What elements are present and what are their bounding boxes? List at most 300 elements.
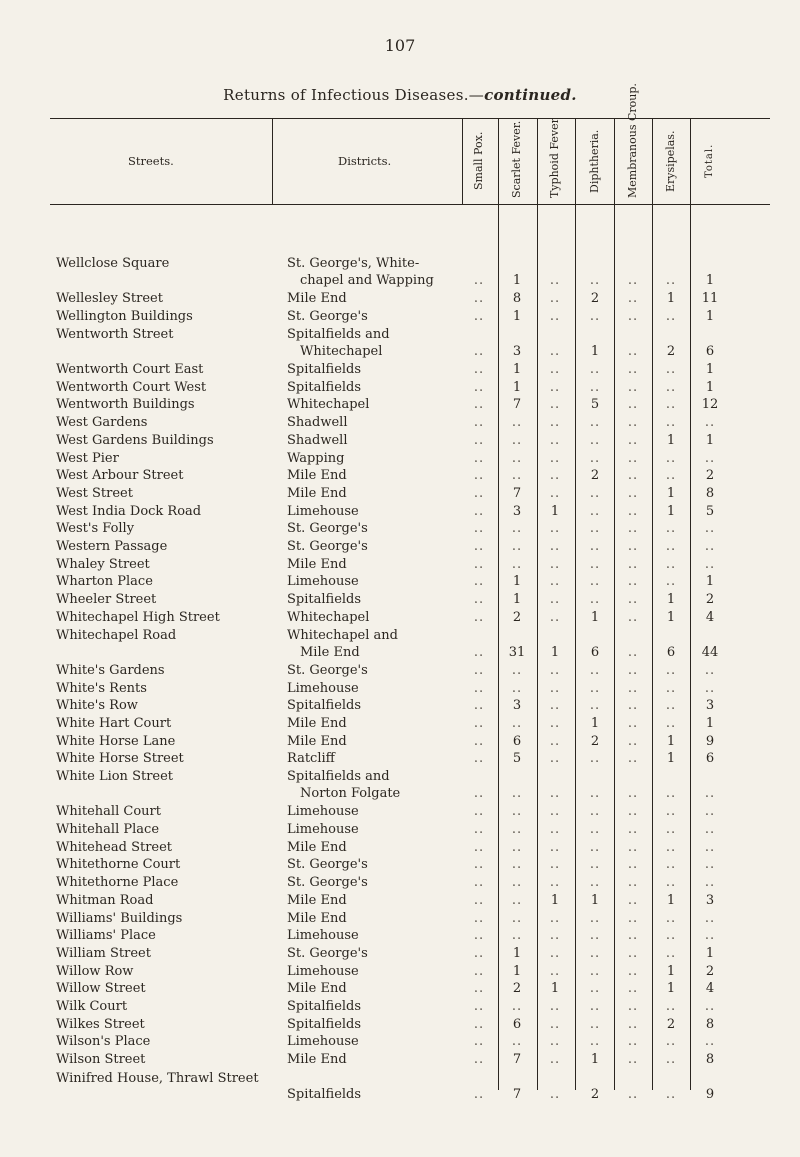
value-cell: 7 bbox=[512, 1052, 522, 1068]
district-name: Whitechapel bbox=[287, 609, 370, 625]
value-cell: .. bbox=[627, 715, 639, 731]
street-name: White Horse Lane bbox=[56, 733, 176, 749]
street-name: White Horse Street bbox=[56, 751, 184, 767]
street-name: Willow Street bbox=[56, 981, 146, 997]
value-cell: .. bbox=[665, 910, 677, 926]
value-cell: .. bbox=[627, 1086, 639, 1102]
street-name: West's Folly bbox=[56, 521, 135, 537]
value-cell: .. bbox=[589, 981, 601, 997]
value-cell: .. bbox=[511, 432, 523, 448]
street-name: Wellesley Street bbox=[56, 291, 163, 307]
value-cell: .. bbox=[589, 680, 601, 696]
value-cell: 2 bbox=[590, 468, 600, 484]
value-cell: .. bbox=[549, 539, 561, 554]
value-cell: .. bbox=[473, 556, 485, 572]
value-cell: .. bbox=[511, 468, 523, 484]
value-cell: .. bbox=[473, 1016, 485, 1032]
value-cell: .. bbox=[589, 963, 601, 979]
street-name: Wellclose Square bbox=[56, 256, 170, 271]
value-cell: .. bbox=[627, 751, 639, 767]
value-cell: .. bbox=[549, 521, 561, 537]
value-cell: 6 bbox=[512, 1016, 522, 1032]
district-name: Spitalfields bbox=[287, 379, 362, 395]
value-cell: .. bbox=[627, 945, 639, 961]
value-cell: .. bbox=[627, 999, 639, 1014]
value-cell: .. bbox=[473, 309, 485, 324]
value-cell: 6 bbox=[590, 644, 600, 660]
value-cell: .. bbox=[627, 892, 639, 908]
street-name: White's Rents bbox=[56, 680, 147, 696]
value-cell: .. bbox=[473, 592, 485, 608]
value-cell: .. bbox=[511, 715, 523, 731]
value-cell: 1 bbox=[666, 609, 676, 625]
value-cell: .. bbox=[589, 804, 601, 820]
value-cell: .. bbox=[511, 839, 523, 855]
street-name: West Pier bbox=[56, 450, 119, 466]
value-cell: .. bbox=[549, 450, 561, 466]
value-cell: .. bbox=[665, 1086, 677, 1102]
district-name: Shadwell bbox=[287, 415, 348, 431]
value-cell: .. bbox=[665, 1052, 677, 1068]
district-name: Limehouse bbox=[287, 822, 359, 837]
value-cell: .. bbox=[627, 291, 639, 307]
value-cell: .. bbox=[473, 786, 485, 801]
value-cell: 7 bbox=[512, 485, 522, 501]
value-cell: .. bbox=[473, 485, 485, 501]
value-cell: .. bbox=[549, 397, 561, 413]
value-cell: .. bbox=[589, 751, 601, 767]
value-cell: 11 bbox=[701, 291, 719, 307]
value-cell: .. bbox=[627, 963, 639, 979]
value-cell: .. bbox=[627, 1034, 639, 1050]
value-cell: 1 bbox=[666, 291, 676, 307]
value-cell: .. bbox=[473, 839, 485, 855]
district-name: Mile End bbox=[287, 892, 347, 908]
value-cell: .. bbox=[473, 928, 485, 944]
value-cell: .. bbox=[511, 556, 523, 572]
street-name: West India Dock Road bbox=[56, 503, 202, 519]
value-cell: .. bbox=[627, 839, 639, 855]
value-cell: .. bbox=[627, 786, 639, 801]
value-cell: 1 bbox=[590, 1052, 600, 1068]
street-name: West Arbour Street bbox=[56, 468, 184, 484]
header-disease-5: Erysipelas. bbox=[664, 130, 677, 192]
value-cell: .. bbox=[704, 450, 716, 466]
value-cell: 1 bbox=[666, 751, 676, 767]
value-cell: .. bbox=[549, 963, 561, 979]
value-cell: .. bbox=[549, 822, 561, 837]
value-cell: 1 bbox=[705, 574, 715, 590]
value-cell: 1 bbox=[666, 432, 676, 448]
street-name: Wentworth Buildings bbox=[56, 397, 195, 413]
street-name: Whitethorne Place bbox=[56, 875, 179, 891]
value-cell: .. bbox=[627, 822, 639, 837]
district-name: Whitechapel and bbox=[287, 627, 398, 643]
district-name: Mile End bbox=[287, 556, 347, 572]
district-name: Whitechapel bbox=[300, 343, 383, 359]
value-cell: 12 bbox=[701, 397, 719, 413]
street-name: Wentworth Court West bbox=[56, 379, 207, 395]
page-title bbox=[0, 86, 800, 104]
value-cell: .. bbox=[665, 945, 677, 961]
value-cell: .. bbox=[473, 963, 485, 979]
district-name: Mile End bbox=[287, 1052, 347, 1068]
value-cell: .. bbox=[665, 804, 677, 820]
value-cell: 1 bbox=[666, 503, 676, 519]
district-name: St. George's bbox=[287, 662, 368, 678]
street-name: Wentworth Court East bbox=[56, 362, 204, 377]
value-cell: .. bbox=[473, 450, 485, 466]
district-name: Whitechapel bbox=[287, 397, 370, 413]
district-name: Spitalfields bbox=[287, 1086, 362, 1102]
value-cell: .. bbox=[589, 309, 601, 324]
value-cell: 2 bbox=[666, 1016, 676, 1032]
value-cell: .. bbox=[627, 309, 639, 324]
district-name: St. George's bbox=[287, 945, 368, 961]
street-name: White Lion Street bbox=[56, 769, 174, 784]
district-name: Wapping bbox=[287, 450, 345, 466]
value-cell: .. bbox=[549, 662, 561, 678]
value-cell: .. bbox=[549, 273, 561, 288]
value-cell: .. bbox=[549, 432, 561, 448]
district-name: St. George's bbox=[287, 875, 368, 891]
table-row bbox=[0, 769, 800, 799]
value-cell: .. bbox=[473, 539, 485, 554]
district-name: Ratcliff bbox=[287, 751, 335, 767]
header-disease-2: Typhoid Fever bbox=[548, 118, 561, 198]
value-cell: .. bbox=[627, 362, 639, 377]
value-cell: .. bbox=[549, 379, 561, 395]
value-cell: .. bbox=[473, 609, 485, 625]
value-cell: .. bbox=[473, 892, 485, 908]
district-name: Norton Folgate bbox=[300, 786, 401, 801]
value-cell: .. bbox=[549, 928, 561, 944]
value-cell: .. bbox=[627, 680, 639, 696]
title-continued: continued. bbox=[484, 86, 577, 104]
value-cell: .. bbox=[473, 981, 485, 997]
value-cell: 9 bbox=[705, 1086, 715, 1102]
value-cell: .. bbox=[665, 397, 677, 413]
value-cell: 1 bbox=[512, 362, 522, 377]
district-name: Spitalfields bbox=[287, 592, 362, 608]
value-cell: .. bbox=[665, 379, 677, 395]
value-cell: 8 bbox=[512, 291, 522, 307]
value-cell: 6 bbox=[705, 343, 715, 359]
district-name: chapel and Wapping bbox=[300, 273, 434, 288]
value-cell: .. bbox=[473, 698, 485, 714]
value-cell: 1 bbox=[666, 963, 676, 979]
street-name: West Gardens Buildings bbox=[56, 432, 214, 448]
value-cell: .. bbox=[549, 804, 561, 820]
value-cell: 1 bbox=[512, 574, 522, 590]
value-cell: .. bbox=[704, 1034, 716, 1050]
street-name: Whitethorne Court bbox=[56, 857, 181, 873]
value-cell: .. bbox=[627, 928, 639, 944]
value-cell: .. bbox=[589, 273, 601, 288]
value-cell: .. bbox=[549, 556, 561, 572]
value-cell: .. bbox=[704, 662, 716, 678]
district-name: Limehouse bbox=[287, 1034, 359, 1050]
value-cell: .. bbox=[665, 875, 677, 891]
value-cell: 1 bbox=[705, 362, 715, 377]
value-cell: .. bbox=[665, 273, 677, 288]
value-cell: .. bbox=[511, 415, 523, 431]
value-cell: .. bbox=[589, 822, 601, 837]
street-name: Winifred House, Thrawl Street bbox=[56, 1070, 259, 1086]
value-cell: .. bbox=[589, 857, 601, 873]
value-cell: .. bbox=[549, 415, 561, 431]
header-top-rule bbox=[50, 118, 770, 119]
district-name: Spitalfields bbox=[287, 999, 362, 1014]
district-name: Mile End bbox=[287, 839, 347, 855]
value-cell: .. bbox=[511, 804, 523, 820]
value-cell: .. bbox=[549, 786, 561, 801]
district-name: Mile End bbox=[287, 468, 347, 484]
value-cell: .. bbox=[549, 945, 561, 961]
value-cell: .. bbox=[665, 362, 677, 377]
value-cell: .. bbox=[589, 662, 601, 678]
value-cell: .. bbox=[589, 875, 601, 891]
value-cell: .. bbox=[549, 309, 561, 324]
value-cell: .. bbox=[589, 999, 601, 1014]
value-cell: .. bbox=[704, 857, 716, 873]
street-name: Whitehead Street bbox=[56, 839, 173, 855]
street-name: Whitehall Court bbox=[56, 804, 161, 820]
header-disease-4: Membranous Croup. bbox=[626, 83, 639, 198]
value-cell: .. bbox=[589, 485, 601, 501]
value-cell: .. bbox=[589, 415, 601, 431]
value-cell: .. bbox=[665, 521, 677, 537]
value-cell: .. bbox=[627, 733, 639, 749]
value-cell: .. bbox=[665, 556, 677, 572]
district-name: Mile End bbox=[287, 910, 347, 926]
value-cell: .. bbox=[473, 362, 485, 377]
value-cell: .. bbox=[589, 910, 601, 926]
value-cell: .. bbox=[589, 592, 601, 608]
value-cell: .. bbox=[549, 733, 561, 749]
value-cell: .. bbox=[627, 415, 639, 431]
value-cell: .. bbox=[704, 910, 716, 926]
value-cell: 2 bbox=[590, 733, 600, 749]
value-cell: .. bbox=[665, 468, 677, 484]
value-cell: 1 bbox=[512, 309, 522, 324]
value-cell: 8 bbox=[705, 1016, 715, 1032]
value-cell: .. bbox=[665, 786, 677, 801]
district-name: Spitalfields bbox=[287, 698, 362, 714]
value-cell: 1 bbox=[550, 892, 560, 908]
value-cell: 3 bbox=[705, 892, 715, 908]
value-cell: .. bbox=[511, 786, 523, 801]
header-disease-0: Small Pox. bbox=[472, 131, 485, 191]
value-cell: .. bbox=[704, 822, 716, 837]
value-cell: 2 bbox=[590, 1086, 600, 1102]
value-cell: .. bbox=[473, 822, 485, 837]
district-name: Mile End bbox=[287, 733, 347, 749]
district-name: Shadwell bbox=[287, 432, 348, 448]
value-cell: .. bbox=[665, 662, 677, 678]
value-cell: .. bbox=[589, 945, 601, 961]
value-cell: 1 bbox=[705, 379, 715, 395]
district-name: St. George's bbox=[287, 309, 368, 324]
district-name: Mile End bbox=[287, 291, 347, 307]
value-cell: .. bbox=[549, 999, 561, 1014]
street-name: Wellington Buildings bbox=[56, 309, 193, 324]
value-cell: .. bbox=[627, 556, 639, 572]
value-cell: .. bbox=[704, 804, 716, 820]
value-cell: 5 bbox=[590, 397, 600, 413]
table-row bbox=[0, 256, 800, 286]
value-cell: .. bbox=[473, 574, 485, 590]
street-name: Wilson's Place bbox=[56, 1034, 151, 1050]
value-cell: 6 bbox=[512, 733, 522, 749]
value-cell: .. bbox=[473, 1086, 485, 1102]
value-cell: .. bbox=[627, 539, 639, 554]
value-cell: .. bbox=[665, 999, 677, 1014]
street-name: White's Gardens bbox=[56, 662, 165, 678]
value-cell: .. bbox=[627, 432, 639, 448]
value-cell: .. bbox=[589, 928, 601, 944]
divider-districts bbox=[462, 118, 463, 204]
value-cell: 2 bbox=[512, 981, 522, 997]
value-cell: 7 bbox=[512, 397, 522, 413]
value-cell: 44 bbox=[701, 644, 719, 660]
district-name: Spitalfields and bbox=[287, 769, 390, 784]
value-cell: .. bbox=[665, 839, 677, 855]
value-cell: .. bbox=[704, 786, 716, 801]
street-name: Williams' Place bbox=[56, 928, 156, 944]
value-cell: .. bbox=[473, 379, 485, 395]
value-cell: 5 bbox=[705, 503, 715, 519]
value-cell: .. bbox=[549, 343, 561, 359]
value-cell: 2 bbox=[512, 609, 522, 625]
value-cell: 1 bbox=[666, 981, 676, 997]
value-cell: 4 bbox=[705, 609, 715, 625]
value-cell: 1 bbox=[666, 892, 676, 908]
value-cell: .. bbox=[511, 680, 523, 696]
value-cell: .. bbox=[473, 468, 485, 484]
value-cell: 1 bbox=[550, 644, 560, 660]
value-cell: 1 bbox=[590, 609, 600, 625]
value-cell: .. bbox=[665, 309, 677, 324]
value-cell: .. bbox=[627, 644, 639, 660]
district-name: Spitalfields bbox=[287, 1016, 362, 1032]
street-name: Wilk Court bbox=[56, 999, 128, 1014]
value-cell: .. bbox=[627, 592, 639, 608]
value-cell: .. bbox=[627, 468, 639, 484]
value-cell: .. bbox=[589, 839, 601, 855]
value-cell: .. bbox=[549, 1086, 561, 1102]
value-cell: .. bbox=[665, 680, 677, 696]
value-cell: .. bbox=[627, 521, 639, 537]
value-cell: .. bbox=[589, 521, 601, 537]
value-cell: 6 bbox=[666, 644, 676, 660]
street-name: Whitechapel High Street bbox=[56, 609, 220, 625]
value-cell: .. bbox=[627, 1052, 639, 1068]
value-cell: .. bbox=[627, 273, 639, 288]
district-name: Limehouse bbox=[287, 804, 359, 820]
header-disease-1: Scarlet Fever. bbox=[510, 120, 523, 198]
value-cell: 1 bbox=[705, 945, 715, 961]
value-cell: .. bbox=[589, 1016, 601, 1032]
value-cell: .. bbox=[589, 698, 601, 714]
value-cell: .. bbox=[665, 539, 677, 554]
title-main: Returns of Infectious Diseases.— bbox=[223, 86, 485, 104]
divider-streets bbox=[272, 118, 273, 204]
value-cell: 4 bbox=[705, 981, 715, 997]
value-cell: .. bbox=[511, 857, 523, 873]
value-cell: 1 bbox=[550, 503, 560, 519]
value-cell: 2 bbox=[666, 343, 676, 359]
value-cell: 1 bbox=[666, 733, 676, 749]
value-cell: .. bbox=[589, 450, 601, 466]
value-cell: .. bbox=[627, 379, 639, 395]
value-cell: .. bbox=[627, 503, 639, 519]
value-cell: .. bbox=[511, 928, 523, 944]
district-name: Spitalfields and bbox=[287, 326, 390, 342]
value-cell: 2 bbox=[590, 291, 600, 307]
value-cell: .. bbox=[549, 875, 561, 891]
value-cell: .. bbox=[589, 503, 601, 519]
value-cell: .. bbox=[589, 432, 601, 448]
value-cell: .. bbox=[473, 804, 485, 820]
value-cell: .. bbox=[511, 999, 523, 1014]
value-cell: 3 bbox=[512, 343, 522, 359]
district-name: Mile End bbox=[300, 644, 360, 660]
value-cell: 8 bbox=[705, 1052, 715, 1068]
value-cell: .. bbox=[473, 733, 485, 749]
value-cell: .. bbox=[589, 556, 601, 572]
value-cell: 1 bbox=[590, 892, 600, 908]
value-cell: .. bbox=[473, 343, 485, 359]
table-row bbox=[0, 1070, 800, 1100]
value-cell: .. bbox=[665, 822, 677, 837]
district-name: Limehouse bbox=[287, 963, 359, 979]
value-cell: .. bbox=[549, 910, 561, 926]
district-name: Mile End bbox=[287, 981, 347, 997]
value-cell: .. bbox=[549, 1016, 561, 1032]
value-cell: .. bbox=[511, 450, 523, 466]
table-row bbox=[0, 327, 800, 357]
street-name: William Street bbox=[56, 945, 151, 961]
value-cell: .. bbox=[473, 1052, 485, 1068]
header-districts: Districts. bbox=[338, 154, 392, 168]
value-cell: .. bbox=[627, 804, 639, 820]
value-cell: .. bbox=[473, 857, 485, 873]
value-cell: 1 bbox=[590, 343, 600, 359]
value-cell: .. bbox=[549, 592, 561, 608]
value-cell: .. bbox=[549, 574, 561, 590]
district-name: Limehouse bbox=[287, 680, 359, 696]
district-name: Mile End bbox=[287, 485, 347, 501]
value-cell: 1 bbox=[705, 273, 715, 288]
value-cell: .. bbox=[549, 751, 561, 767]
value-cell: 2 bbox=[705, 592, 715, 608]
street-name: White's Row bbox=[56, 698, 138, 714]
value-cell: .. bbox=[665, 857, 677, 873]
value-cell: .. bbox=[549, 680, 561, 696]
value-cell: .. bbox=[473, 432, 485, 448]
value-cell: 1 bbox=[666, 485, 676, 501]
street-name: Wheeler Street bbox=[56, 592, 157, 608]
value-cell: .. bbox=[511, 910, 523, 926]
value-cell: 8 bbox=[705, 485, 715, 501]
value-cell: 2 bbox=[705, 468, 715, 484]
value-cell: .. bbox=[704, 539, 716, 554]
value-cell: 7 bbox=[512, 1086, 522, 1102]
value-cell: .. bbox=[511, 1034, 523, 1050]
street-name: Wilkes Street bbox=[56, 1016, 145, 1032]
value-cell: .. bbox=[627, 662, 639, 678]
